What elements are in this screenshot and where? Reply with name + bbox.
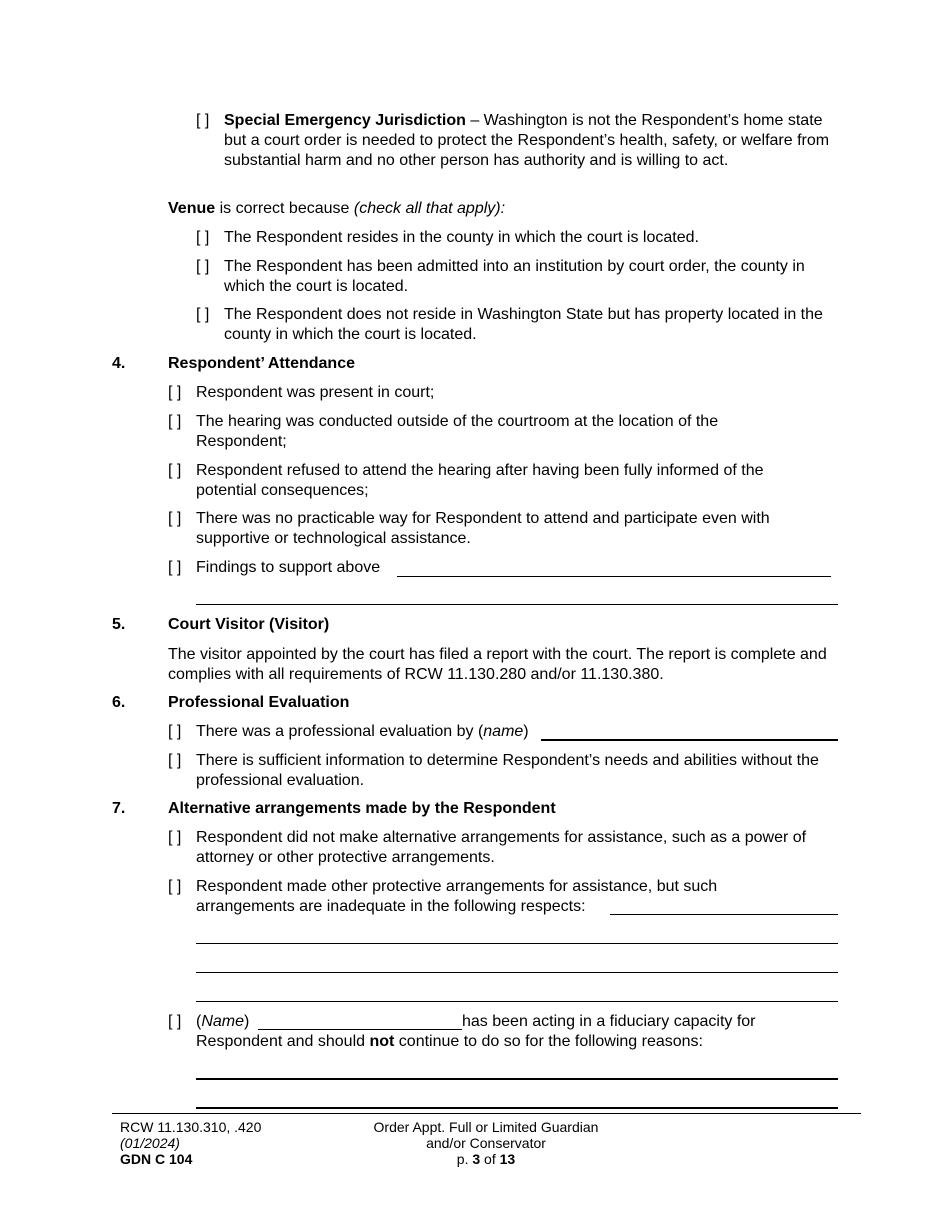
section-6-number: 6. (112, 694, 126, 711)
fiduciary-paren-open: ( (196, 1013, 202, 1030)
evaluation-name-hint: name (483, 723, 524, 740)
checkbox-professional-evaluation[interactable]: [ ] (168, 723, 182, 740)
page-current: 3 (472, 1151, 481, 1167)
special-emergency-text: – Washington is not the Respondent’s home state but a court order is needed to protect the Respondent’s health, safety, or welfare from substantial harm and no other person has authority and is willing to act. (224, 112, 830, 169)
checkbox-present[interactable]: [ ] (168, 384, 182, 401)
attendance-option-present: Respondent was present in court; (196, 384, 435, 401)
fiduciary-end: continue to do so for the following reasons: (394, 1033, 703, 1050)
professional-evaluation-label (196, 722, 529, 742)
checkbox-no-alternative[interactable]: [ ] (168, 829, 182, 846)
section-5-number: 5. (112, 616, 126, 633)
checkbox-venue-property[interactable]: [ ] (196, 306, 210, 323)
inadequate-arrangements-text: Respondent made other protective arrangements for assistance, but such arrangements are inadequate in the following respects: (196, 878, 718, 915)
venue-text: is correct because (215, 200, 354, 217)
fiduciary-not: not (369, 1033, 395, 1050)
section-4-title: Respondent’ Attendance (168, 355, 355, 372)
section-7-title: Alternative arrangements made by the Respondent (168, 800, 556, 817)
checkbox-findings[interactable]: [ ] (168, 559, 182, 576)
findings-input-line-2[interactable] (196, 604, 838, 605)
page-total: 13 (499, 1151, 516, 1167)
findings-input-line[interactable] (397, 576, 831, 577)
inadequate-input-line-1[interactable] (610, 914, 838, 915)
section-7-number: 7. (112, 800, 126, 817)
evaluator-name-input-line[interactable] (541, 739, 838, 741)
venue-label: Venue (168, 200, 216, 217)
checkbox-no-practicable-way[interactable]: [ ] (168, 510, 182, 527)
evaluation-prefix: There was a professional evaluation by ( (196, 723, 484, 740)
checkbox-inadequate-arrangements[interactable]: [ ] (168, 878, 182, 895)
checkbox-venue-resides[interactable]: [ ] (196, 229, 210, 246)
footer-page-number (336, 1151, 636, 1167)
fiduciary-paren-close: ) (244, 1013, 250, 1030)
inadequate-input-line-4[interactable] (196, 1001, 838, 1002)
checkbox-special-emergency[interactable]: [ ] (196, 112, 210, 129)
visitor-paragraph: The visitor appointed by the court has filed a report with the court. The report is complete and complies with all requirements of RCW 11.130.280 and/or 11.130.380. (168, 646, 827, 683)
checkbox-venue-institution[interactable]: [ ] (196, 258, 210, 275)
fiduciary-reasons-line-2[interactable] (196, 1107, 838, 1109)
checkbox-outside-courtroom[interactable]: [ ] (168, 413, 182, 430)
footer-title-line2: and/or Conservator (426, 1135, 546, 1151)
footer-form-id: GDN C 104 (120, 1151, 193, 1167)
page-of: of (480, 1151, 500, 1167)
footer-rcw: RCW 11.130.310, .420 (120, 1119, 262, 1135)
footer-date: (01/2024) (120, 1135, 180, 1151)
venue-option-institution: The Respondent has been admitted into an institution by court order, the county in which the court is located. (224, 258, 805, 295)
section-5-title: Court Visitor (Visitor) (168, 616, 330, 633)
inadequate-input-line-3[interactable] (196, 972, 838, 973)
venue-option-resides: The Respondent resides in the county in which the court is located. (224, 229, 699, 246)
checkbox-sufficient-information[interactable]: [ ] (168, 752, 182, 769)
findings-label: Findings to support above (196, 559, 381, 576)
venue-option-property: The Respondent does not reside in Washington State but has property located in the county in which the court is located. (224, 306, 823, 343)
attendance-option-refused: Respondent refused to attend the hearing after having been fully informed of the potential consequences; (196, 462, 764, 499)
section-6-title: Professional Evaluation (168, 694, 350, 711)
venue-instruction: (check all that apply): (353, 200, 506, 217)
sufficient-information-text: There is sufficient information to determine Respondent’s needs and abilities without the professional evaluation. (196, 752, 819, 789)
footer-title-line1: Order Appt. Full or Limited Guardian (373, 1119, 599, 1135)
special-emergency-title: Special Emergency Jurisdiction (224, 112, 466, 129)
attendance-option-no-way: There was no practicable way for Respondent to attend and participate even with supportive or technological assistance. (196, 510, 770, 547)
fiduciary-name-hint: Name (201, 1013, 245, 1030)
inadequate-input-line-2[interactable] (196, 943, 838, 944)
fiduciary-text (196, 1012, 796, 1052)
special-emergency-paragraph (224, 111, 842, 171)
section-4-number: 4. (112, 355, 126, 372)
no-alternative-text: Respondent did not make alternative arrangements for assistance, such as a power of attorney or other protective arrangements. (196, 829, 807, 866)
checkbox-refused[interactable]: [ ] (168, 462, 182, 479)
attendance-option-outside: The hearing was conducted outside of the courtroom at the location of the Respondent; (196, 413, 719, 450)
fiduciary-reasons-line-1[interactable] (196, 1078, 838, 1080)
checkbox-fiduciary[interactable]: [ ] (168, 1013, 182, 1030)
page-prefix: p. (456, 1151, 473, 1167)
footer-rule (112, 1113, 861, 1114)
venue-intro (168, 199, 848, 219)
evaluation-suffix: ) (523, 723, 529, 740)
fiduciary-mid: has been acting in a fiduciary capacity for Respondent and should (196, 1013, 756, 1050)
